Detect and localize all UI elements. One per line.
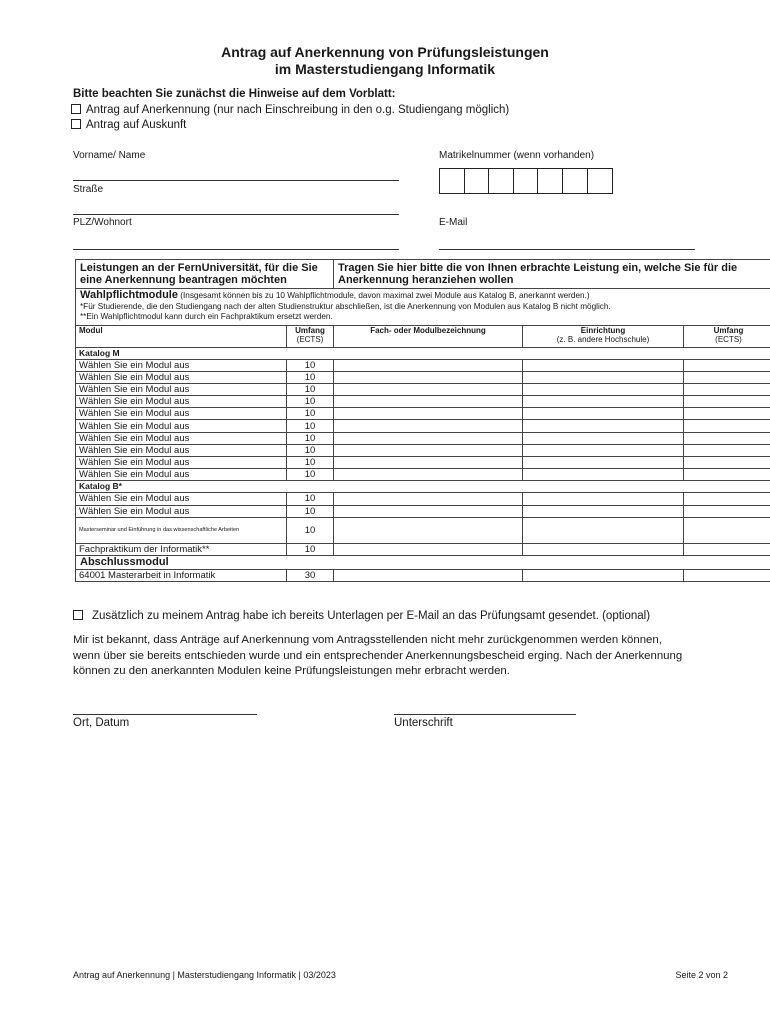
wahlpflicht-note-2: **Ein Wahlpflichtmodul kann durch ein Fachpraktikum ersetzt werden. <box>80 312 333 321</box>
umfang-input[interactable] <box>684 383 770 395</box>
ects-value: 10 <box>287 396 334 408</box>
umfang-input[interactable] <box>684 517 770 543</box>
umfang-input[interactable] <box>684 408 770 420</box>
option-auskunft-label: Antrag auf Auskunft <box>86 119 187 131</box>
column-header-row <box>76 325 770 347</box>
einrichtung-input[interactable] <box>523 444 684 456</box>
module-select[interactable]: Wählen Sie ein Modul aus <box>76 359 287 371</box>
col-fach: Fach- oder Modulbezeichnung <box>334 325 523 347</box>
ects-value: 10 <box>287 371 334 383</box>
col-einrichtung: Einrichtung (z. B. andere Hochschule) <box>523 325 684 347</box>
matrikel-digit-box[interactable] <box>489 169 514 193</box>
fachpraktikum-row <box>76 543 770 555</box>
umfang-input[interactable] <box>684 432 770 444</box>
ects-value: 10 <box>287 457 334 469</box>
matrikel-digit-box[interactable] <box>440 169 465 193</box>
einrichtung-input[interactable] <box>523 517 684 543</box>
fach-input[interactable] <box>334 505 523 517</box>
module-select[interactable]: Wählen Sie ein Modul aus <box>76 444 287 456</box>
option-anerkennung[interactable] <box>71 104 509 117</box>
matrikel-digit-box[interactable] <box>538 169 563 193</box>
right-header: Tragen Sie hier bitte die von Ihnen erbrachte Leistung ein, welche Sie für die Anerkennung heranziehen wollen <box>334 260 770 289</box>
fach-input[interactable] <box>334 432 523 444</box>
fach-input[interactable] <box>334 493 523 505</box>
matrikel-digit-box[interactable] <box>465 169 490 193</box>
table-row <box>76 505 770 517</box>
module-select[interactable]: Wählen Sie ein Modul aus <box>76 396 287 408</box>
einrichtung-input[interactable] <box>523 457 684 469</box>
module-select[interactable]: Wählen Sie ein Modul aus <box>76 371 287 383</box>
umfang-input[interactable] <box>684 505 770 517</box>
email-label: E-Mail <box>439 217 468 228</box>
einrichtung-input[interactable] <box>523 371 684 383</box>
title-line-1: Antrag auf Anerkennung von Prüfungsleistungen <box>221 44 549 60</box>
katalog-b-label: Katalog B* <box>76 481 770 493</box>
col-umfang: Umfang (ECTS) <box>287 325 334 347</box>
email-option-label: Zusätzlich zu meinem Antrag habe ich bereits Unterlagen per E-Mail an das Prüfungsamt gesendet. (optional) <box>92 610 651 622</box>
fach-input[interactable] <box>334 359 523 371</box>
notice-text: Bitte beachten Sie zunächst die Hinweise auf dem Vorblatt: <box>73 88 396 100</box>
umfang-input[interactable] <box>684 469 770 481</box>
ort-datum-label: Ort, Datum <box>73 717 130 729</box>
einrichtung-input[interactable] <box>523 408 684 420</box>
name-input-line[interactable] <box>73 180 399 181</box>
einrichtung-input[interactable] <box>523 359 684 371</box>
module-select[interactable]: Wählen Sie ein Modul aus <box>76 469 287 481</box>
ects-value: 10 <box>287 505 334 517</box>
ects-value: 10 <box>287 432 334 444</box>
strasse-label: Straße <box>73 184 104 195</box>
title-line-2: im Masterstudiengang Informatik <box>274 61 496 77</box>
table-row <box>76 396 770 408</box>
plz-label: PLZ/Wohnort <box>73 217 132 228</box>
unterschrift-line[interactable] <box>394 714 576 715</box>
statement-line-3: können zu den anerkannten Modulen keine Prüfungsleistungen mehr erbracht werden. <box>73 665 510 677</box>
ects-value: 10 <box>287 383 334 395</box>
fach-input[interactable] <box>334 457 523 469</box>
ects-value: 10 <box>287 493 334 505</box>
umfang-input[interactable] <box>684 569 770 581</box>
ects-value: 30 <box>287 569 334 581</box>
katalog-b-row <box>76 481 770 493</box>
table-row <box>76 420 770 432</box>
col-modul: Modul <box>76 325 287 347</box>
umfang-input[interactable] <box>684 371 770 383</box>
module-select[interactable]: Wählen Sie ein Modul aus <box>76 505 287 517</box>
umfang-input[interactable] <box>684 359 770 371</box>
module-select[interactable]: Wählen Sie ein Modul aus <box>76 383 287 395</box>
fach-input[interactable] <box>334 517 523 543</box>
masterarbeit-label: 64001 Masterarbeit in Informatik <box>76 569 287 581</box>
masterarbeit-row <box>76 569 770 581</box>
ects-value: 10 <box>287 359 334 371</box>
statement-line-2: wenn über sie bereits entschieden wurde und ein entsprechender Anerkennungsbescheid erging. Nach der Anerkennung <box>73 649 683 662</box>
umfang-input[interactable] <box>684 396 770 408</box>
checkbox-anerkennung[interactable] <box>71 104 81 114</box>
matrikel-input-boxes[interactable] <box>439 168 613 194</box>
ects-value: 10 <box>287 420 334 432</box>
module-select[interactable]: Wählen Sie ein Modul aus <box>76 420 287 432</box>
table-row <box>76 493 770 505</box>
einrichtung-input[interactable] <box>523 396 684 408</box>
umfang-input[interactable] <box>684 457 770 469</box>
fachpraktikum-label: Fachpraktikum der Informatik** <box>76 543 287 555</box>
matrikel-digit-box[interactable] <box>588 169 613 193</box>
umfang-input[interactable] <box>684 420 770 432</box>
ects-value: 10 <box>287 408 334 420</box>
table-row <box>76 432 770 444</box>
fach-input[interactable] <box>334 469 523 481</box>
unterschrift-label: Unterschrift <box>394 717 453 729</box>
fach-input[interactable] <box>334 444 523 456</box>
wahlpflicht-info: (Insgesamt können bis zu 10 Wahlpflichtmodule, davon maximal zwei Module aus Katalog B, anerkannt werden.) <box>180 291 590 300</box>
masterseminar-row <box>76 517 770 543</box>
einrichtung-input[interactable] <box>523 493 684 505</box>
email-option[interactable] <box>73 610 650 623</box>
module-select[interactable]: Wählen Sie ein Modul aus <box>76 408 287 420</box>
left-header: Leistungen an der FernUniversität, für die Sie eine Anerkennung beantragen möchten <box>76 260 334 289</box>
umfang-input[interactable] <box>684 493 770 505</box>
ort-datum-line[interactable] <box>73 714 257 715</box>
table-header-row <box>76 260 770 289</box>
einrichtung-input[interactable] <box>523 432 684 444</box>
fach-input[interactable] <box>334 420 523 432</box>
option-auskunft[interactable] <box>71 119 186 132</box>
einrichtung-input[interactable] <box>523 543 684 555</box>
statement-line-1: Mir ist bekannt, dass Anträge auf Anerkennung vom Antragsstellenden nicht mehr zurückgenommen werden können, <box>73 634 662 646</box>
fach-input[interactable] <box>334 396 523 408</box>
footer-left: Antrag auf Anerkennung | Masterstudiengang Informatik | 03/2023 <box>73 970 336 980</box>
col-umfang-2: Umfang (ECTS) <box>684 325 770 347</box>
module-select[interactable]: Wählen Sie ein Modul aus <box>76 493 287 505</box>
ects-value: 10 <box>287 444 334 456</box>
strasse-input-line[interactable] <box>73 214 399 215</box>
table-row <box>76 457 770 469</box>
module-select[interactable]: Wählen Sie ein Modul aus <box>76 432 287 444</box>
abschluss-label: Abschlussmodul <box>76 555 770 569</box>
ects-value: 10 <box>287 517 334 543</box>
recognition-table <box>75 259 770 582</box>
fach-input[interactable] <box>334 371 523 383</box>
ects-value: 10 <box>287 469 334 481</box>
table-row <box>76 444 770 456</box>
ects-value: 10 <box>287 543 334 555</box>
checkbox-email[interactable] <box>73 610 83 620</box>
plz-input-line[interactable] <box>73 249 399 250</box>
footer-right: Seite 2 von 2 <box>675 970 728 980</box>
wahlpflicht-info-row <box>76 289 770 326</box>
wahlpflicht-title: Wahlpflichtmodule <box>80 289 178 301</box>
table-row <box>76 371 770 383</box>
katalog-m-label: Katalog M <box>76 347 770 359</box>
wahlpflicht-note-1: *Für Studierende, die den Studiengang nach der alten Studienstruktur abschließen, ist die Anerkennung von Modulen aus Katalog B nicht möglich. <box>80 301 611 311</box>
table-row <box>76 469 770 481</box>
einrichtung-input[interactable] <box>523 569 684 581</box>
umfang-input[interactable] <box>684 543 770 555</box>
einrichtung-input[interactable] <box>523 505 684 517</box>
table-row <box>76 408 770 420</box>
statement-paragraph <box>73 633 682 680</box>
table-row <box>76 359 770 371</box>
table-row <box>76 383 770 395</box>
checkbox-auskunft[interactable] <box>71 119 81 129</box>
page-title <box>0 44 770 78</box>
email-input-line[interactable] <box>439 249 695 250</box>
abschluss-row <box>76 555 770 569</box>
module-select[interactable]: Wählen Sie ein Modul aus <box>76 457 287 469</box>
fach-input[interactable] <box>334 383 523 395</box>
matrikel-digit-box[interactable] <box>563 169 588 193</box>
option-anerkennung-label: Antrag auf Anerkennung (nur nach Einschreibung in den o.g. Studiengang möglich) <box>86 104 510 116</box>
einrichtung-input[interactable] <box>523 469 684 481</box>
fach-input[interactable] <box>334 569 523 581</box>
katalog-m-row <box>76 347 770 359</box>
matrikel-digit-box[interactable] <box>514 169 539 193</box>
matrikel-label: Matrikelnummer (wenn vorhanden) <box>439 150 595 161</box>
fach-input[interactable] <box>334 543 523 555</box>
umfang-input[interactable] <box>684 444 770 456</box>
einrichtung-input[interactable] <box>523 420 684 432</box>
fach-input[interactable] <box>334 408 523 420</box>
masterseminar-label: Masterseminar und Einführung in das wissenschaftliche Arbeiten <box>76 517 287 543</box>
einrichtung-input[interactable] <box>523 383 684 395</box>
name-label: Vorname/ Name <box>73 150 146 161</box>
